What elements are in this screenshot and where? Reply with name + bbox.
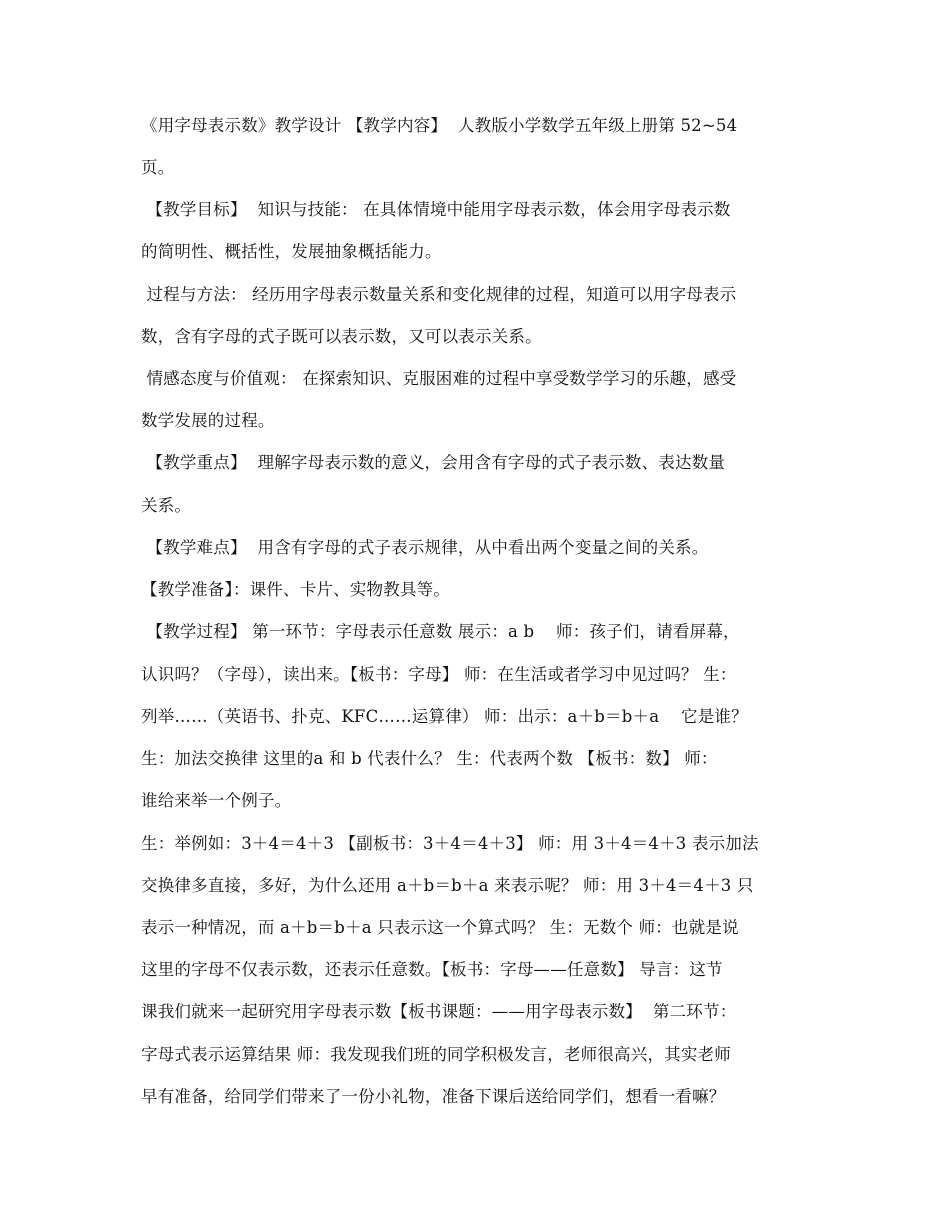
- text-line: 字母式表示运算结果 师：我发现我们班的同学积极发言，老师很高兴，其实老师: [141, 1045, 731, 1064]
- text-line: 【教学重点】 理解字母表示数的意义，会用含有字母的式子表示数、表达数量: [141, 453, 726, 472]
- text-line: 关系。: [141, 496, 192, 515]
- text-line: 交换律多直接，多好，为什么还用 a＋b＝b＋a 来表示呢？ 师：用 3＋4＝4＋3 只: [141, 876, 754, 895]
- text-line: 页。: [141, 158, 175, 177]
- text-line: 课我们就来一起研究用字母表示数【板书课题：——用字母表示数】 第二环节：: [141, 1002, 737, 1021]
- text-line: 列举……（英语书、扑克、KFC……运算律） 师：出示：a＋b＝b＋a 它是谁？: [141, 707, 748, 726]
- text-line: 《用字母表示数》教学设计 【教学内容】 人教版小学数学五年级上册第 52~54: [141, 116, 738, 135]
- text-line: 谁给来举一个例子。: [141, 791, 292, 810]
- text-line: 早有准备，给同学们带来了一份小礼物，准备下课后送给同学们，想看一看嘛？: [141, 1087, 726, 1106]
- text-line: 生：加法交换律 这里的a 和 b 代表什么？ 生：代表两个数 【板书：数】 师：: [141, 749, 718, 768]
- text-line: 情感态度与价值观： 在探索知识、克服困难的过程中享受数学学习的乐趣，感受: [141, 369, 737, 388]
- text-line: 【教学难点】 用含有字母的式子表示规律，从中看出两个变量之间的关系。: [141, 538, 709, 557]
- text-line: 这里的字母不仅表示数，还表示任意数。【板书：字母——任意数】 导言：这节: [141, 960, 723, 979]
- text-line: 认识吗？（字母），读出来。【板书：字母】 师：在生活或者学习中见过吗？ 生：: [141, 665, 737, 684]
- text-line: 生：举例如：3＋4＝4＋3 【副板书：3＋4＝4＋3】 师：用 3＋4＝4＋3 表示加法: [141, 834, 759, 853]
- text-line: 数学发展的过程。: [141, 411, 275, 430]
- text-line: 的简明性、概括性，发展抽象概括能力。: [141, 242, 442, 261]
- text-line: 过程与方法： 经历用字母表示数量关系和变化规律的过程，知道可以用字母表示: [141, 285, 737, 304]
- text-line: 【教学准备】：课件、卡片、实物教具等。: [141, 580, 451, 599]
- text-line: 【教学目标】 知识与技能： 在具体情境中能用字母表示数，体会用字母表示数: [141, 200, 731, 219]
- text-line: 【教学过程】 第一环节：字母表示任意数 展示：a b 师：孩子们，请看屏幕，: [141, 622, 740, 641]
- text-line: 数，含有字母的式子既可以表示数，又可以表示关系。: [141, 327, 542, 346]
- text-line: 表示一种情况，而 a＋b＝b＋a 只表示这一个算式吗？ 生：无数个 师：也就是说: [141, 918, 739, 937]
